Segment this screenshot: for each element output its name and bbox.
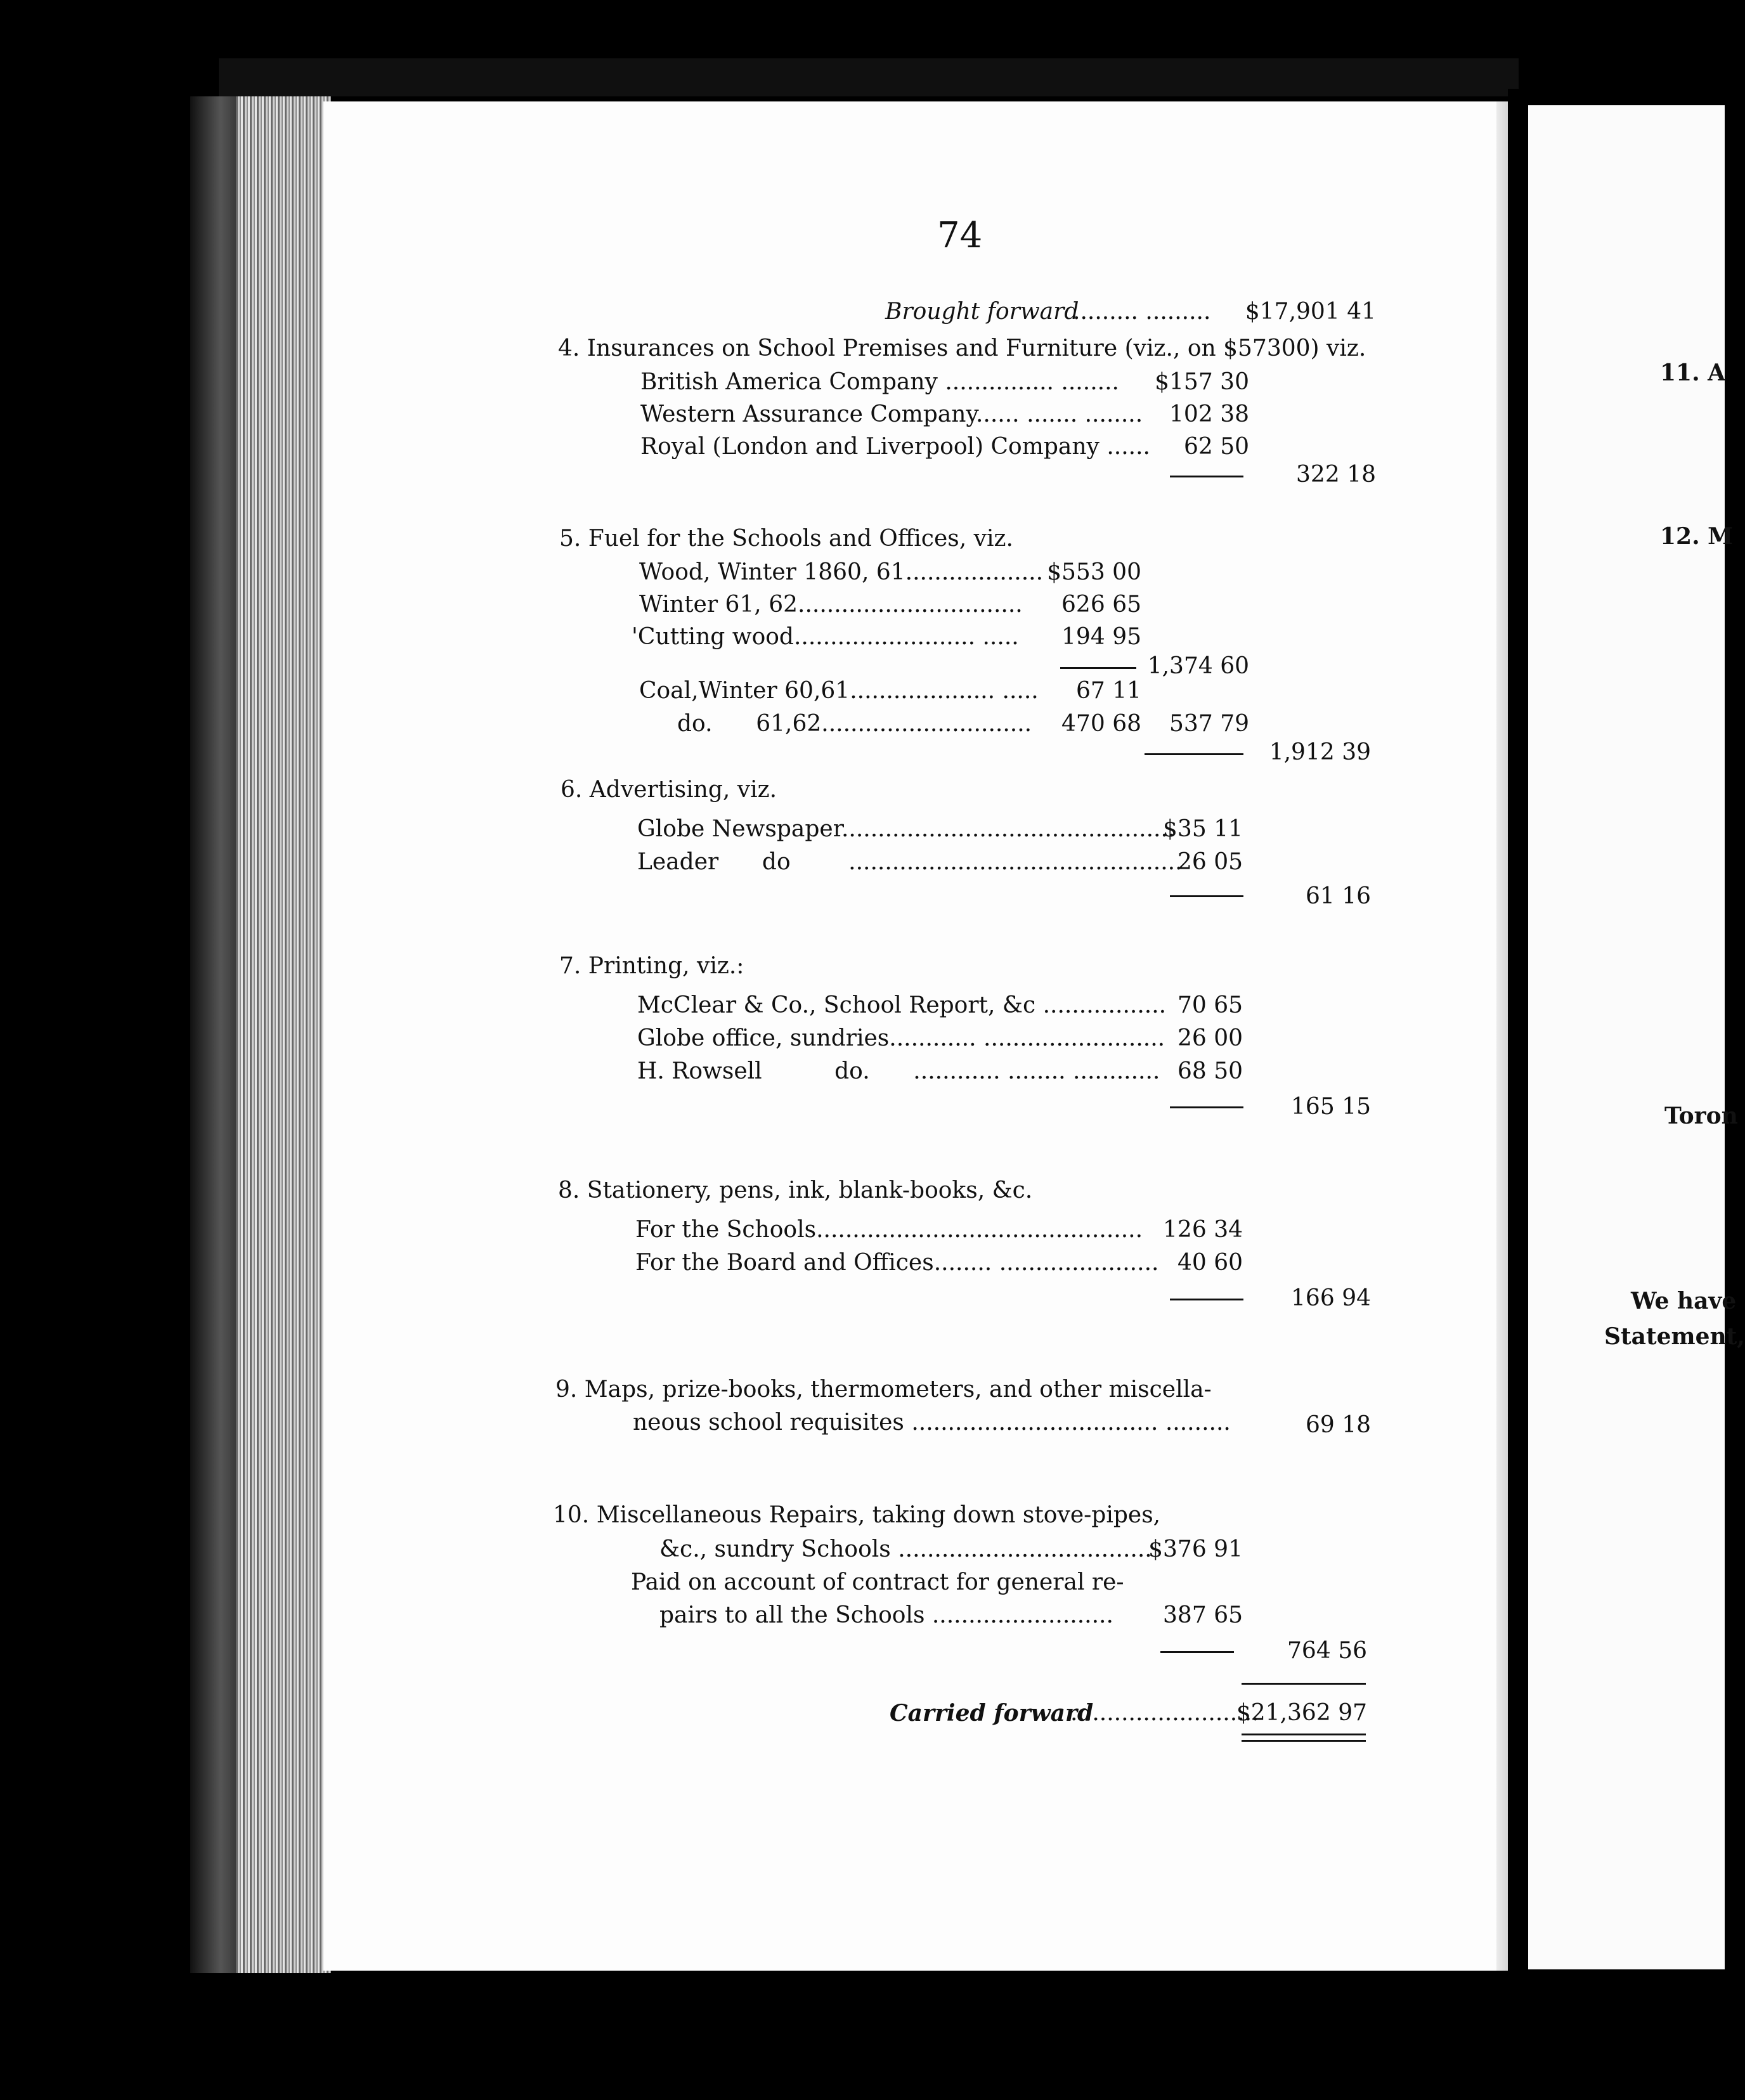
section-8-amount: 126 34 (1163, 1217, 1243, 1243)
section-7-heading: 7. Printing, viz.: (559, 953, 744, 979)
scan-top-edge (219, 58, 1519, 96)
facing-page-fragment: Statement, (1604, 1323, 1745, 1350)
section-4-line: Western Assurance Company...... ....... ........ (640, 401, 1143, 427)
section-4-amount: $157 30 (1155, 369, 1249, 395)
section-5-line: Winter 61, 62............................... (639, 592, 1023, 618)
subtotal-rule (1170, 895, 1243, 897)
section-4-heading: 4. Insurances on School Premises and Furniture (viz., on $57300) viz. (558, 335, 1366, 361)
brought-forward-label: Brought forward (885, 299, 1079, 325)
book-binding (1508, 89, 1528, 1991)
facing-page-fragment: 11. A (1660, 360, 1726, 386)
section-5-line: Coal,Winter 60,61.................... ..... (639, 678, 1039, 704)
section-7-line: McClear & Co., School Report, &c ................. (637, 992, 1167, 1018)
subtotal-rule (1160, 1651, 1234, 1653)
section-7-amount: 68 50 (1177, 1058, 1243, 1084)
section-4-line: Royal (London and Liverpool) Company ...... (640, 434, 1150, 460)
section-7-line: Globe office, sundries............ ......................... (637, 1025, 1165, 1051)
subtotal-rule (1170, 1299, 1243, 1300)
brought-forward-dots: ......... ......... (1073, 299, 1211, 325)
section-10-heading: 10. Miscellaneous Repairs, taking down stove-pipes, (553, 1502, 1161, 1528)
book-spine-shadow (190, 96, 241, 1973)
section-9-line: neous school requisites .................................. ......... (633, 1410, 1231, 1436)
section-6-line: Globe Newspaper.............................................. (637, 816, 1176, 842)
section-5-line: Wood, Winter 1860, 61................... (639, 559, 1044, 585)
section-8-total: 166 94 (1291, 1285, 1371, 1311)
carried-forward-dots: .......................... (1070, 1700, 1259, 1726)
section-10-line: &c., sundry Schools ................................... (659, 1536, 1152, 1562)
facing-page-fragment: We have (1631, 1288, 1737, 1314)
section-4-amount: 102 38 (1169, 401, 1249, 427)
section-8-amount: 40 60 (1177, 1250, 1243, 1276)
section-5-line: do. 61,62............................. (677, 711, 1032, 737)
total-rule (1242, 1683, 1366, 1685)
section-5-total: 1,912 39 (1269, 739, 1371, 765)
section-4-line: British America Company ............... ........ (640, 369, 1119, 395)
section-6-total: 61 16 (1305, 883, 1371, 909)
carried-forward-amount: $21,362 97 (1236, 1700, 1367, 1726)
section-7-amount: 26 00 (1177, 1025, 1243, 1051)
double-rule (1242, 1734, 1366, 1742)
section-7-amount: 70 65 (1177, 992, 1243, 1018)
section-8-line: For the Board and Offices........ ...................... (635, 1250, 1159, 1276)
section-7-line: H. Rowsell do. ............ ........ ............ (637, 1058, 1160, 1084)
section-5-line: 'Cutting wood......................... ..... (632, 624, 1019, 650)
subtotal-rule (1170, 1106, 1243, 1108)
wood-subtotal: 1,374 60 (1147, 653, 1249, 679)
section-10-amount: 387 65 (1163, 1602, 1243, 1628)
section-10-line: pairs to all the Schools ......................... (659, 1602, 1113, 1628)
section-5-amount: 194 95 (1061, 624, 1141, 650)
section-10-amount: $376 91 (1148, 1536, 1243, 1562)
section-9-total: 69 18 (1305, 1412, 1371, 1438)
subtotal-rule (1060, 667, 1136, 669)
section-9-heading: 9. Maps, prize-books, thermometers, and other miscella- (555, 1377, 1212, 1403)
section-6-heading: 6. Advertising, viz. (561, 777, 777, 803)
section-7-total: 165 15 (1291, 1094, 1371, 1120)
page-stack-edge (236, 96, 331, 1973)
facing-page-fragment: 12. M (1660, 523, 1734, 550)
facing-page-fragment: Toron (1664, 1103, 1738, 1129)
section-8-line: For the Schools............................................. (635, 1217, 1143, 1243)
coal-subtotal: 537 79 (1169, 711, 1249, 737)
subtotal-rule (1170, 476, 1243, 477)
brought-forward-amount: $17,901 41 (1245, 299, 1376, 325)
section-5-amount: 470 68 (1061, 711, 1141, 737)
section-5-heading: 5. Fuel for the Schools and Offices, viz. (559, 526, 1013, 552)
section-10-line: Paid on account of contract for general re- (631, 1569, 1124, 1595)
carried-forward-label: Carried forward (890, 1700, 1094, 1727)
page-number: 74 (937, 215, 983, 256)
section-10-total: 764 56 (1287, 1638, 1367, 1664)
section-8-heading: 8. Stationery, pens, ink, blank-books, &c. (558, 1177, 1033, 1203)
section-5-amount: 626 65 (1061, 592, 1141, 618)
section-6-amount: 26 05 (1177, 849, 1243, 875)
section-4-amount: 62 50 (1183, 434, 1249, 460)
section-6-amount: $35 11 (1163, 816, 1243, 842)
section-5-amount: 67 11 (1075, 678, 1141, 704)
section-6-line: Leader do .............................................. (637, 849, 1183, 875)
subtotal-rule (1145, 753, 1243, 755)
section-4-total: 322 18 (1296, 462, 1376, 488)
section-5-amount: $553 00 (1047, 559, 1141, 585)
